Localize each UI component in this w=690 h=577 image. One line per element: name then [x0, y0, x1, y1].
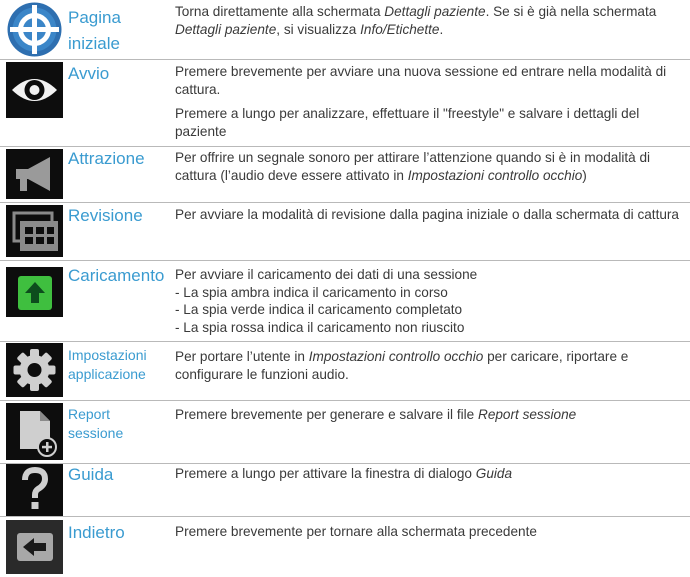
desc-avvio: [175, 63, 687, 140]
desc-text: .: [439, 21, 444, 37]
italic-term: Dettagli paziente: [175, 21, 277, 37]
report-file-icon: [6, 403, 63, 460]
italic-term: Info/Etichette: [360, 21, 440, 37]
upload-icon: [6, 267, 63, 317]
row-separator: [0, 260, 690, 261]
desc-text: , si visualizza: [276, 21, 361, 37]
desc-caricamento-line: - La spia ambra indica il caricamento in corso: [175, 284, 448, 300]
term-revisione: Revisione: [68, 206, 143, 225]
home-target-icon: [6, 2, 63, 57]
review-icon: [6, 205, 63, 257]
row-separator: [0, 400, 690, 401]
term-caricamento: Caricamento: [68, 266, 165, 285]
gear-icon: [6, 343, 63, 397]
term-impostazioni-line: Impostazioni: [68, 347, 147, 363]
desc-revisione: Per avviare la modalità di revisione dalla pagina iniziale o dalla schermata di cattura: [175, 207, 679, 222]
term-applicazione-line: applicazione: [68, 366, 146, 382]
megaphone-icon: [6, 149, 63, 199]
desc-text: Per portare l’utente in: [175, 349, 309, 364]
desc-text: . Se si è già nella schermata: [485, 4, 657, 19]
italic-term: Report sessione: [478, 407, 577, 422]
term-guida: Guida: [68, 465, 114, 484]
desc-caricamento-line: - La spia verde indica il caricamento completato: [175, 302, 463, 317]
desc-caricamento: [175, 266, 687, 336]
desc-text: Per offrire un segnale sonoro per attirare l’attenzione quando si è in modalità di cattura (l’audio deve essere attivato in: [175, 150, 651, 183]
row-separator: [0, 202, 690, 203]
back-arrow-icon: [6, 520, 63, 574]
desc-text: Torna direttamente alla schermata: [175, 4, 385, 19]
desc-avvio-p1: Premere brevemente per avviare una nuova sessione ed entrare nella modalità di cattura.: [175, 64, 667, 97]
row-separator: [0, 146, 690, 147]
term-impostazioni-applicazione: [68, 346, 147, 384]
italic-term: Impostazioni controllo occhio: [308, 349, 484, 364]
term-avvio: Avvio: [68, 64, 110, 83]
desc-text: Premere a lungo per attivare la finestra di dialogo: [175, 466, 476, 481]
italic-term: Dettagli paziente: [384, 4, 486, 19]
desc-caricamento-line: - La spia rossa indica il caricamento non riuscito: [175, 319, 465, 335]
desc-caricamento-line: Per avviare il caricamento dei dati di una sessione: [175, 267, 478, 282]
term-indietro: Indietro: [68, 523, 125, 542]
term-report-sessione: [68, 405, 123, 443]
italic-term: Guida: [475, 466, 513, 481]
term-report-line: Report: [68, 406, 111, 422]
desc-indietro: Premere brevemente per tornare alla schermata precedente: [175, 524, 537, 539]
term-sessione-line: sessione: [68, 425, 124, 441]
desc-text: per caricare, riportare e configurare le funzioni audio.: [175, 349, 629, 382]
desc-attrazione: [175, 149, 687, 184]
desc-avvio-p2: Premere a lungo per analizzare, effettuare il "freestyle" e salvare i dettagli del paziente: [175, 106, 640, 139]
desc-pagina-iniziale: [175, 3, 687, 38]
desc-text: ): [582, 167, 587, 183]
desc-text: Premere brevemente per generare e salvare il file: [175, 407, 478, 422]
term-attrazione: Attrazione: [68, 149, 145, 168]
question-icon: [6, 464, 63, 516]
term-pagina-iniziale: Pagina iniziale: [68, 8, 121, 53]
italic-term: Impostazioni controllo occhio: [407, 167, 583, 183]
row-separator: [0, 59, 690, 60]
row-separator: [0, 516, 690, 517]
eye-icon: [6, 62, 63, 118]
row-separator: [0, 341, 690, 342]
desc-guida: [175, 465, 687, 483]
desc-impostazioni-applicazione: [175, 348, 687, 383]
desc-report-sessione: [175, 406, 687, 424]
